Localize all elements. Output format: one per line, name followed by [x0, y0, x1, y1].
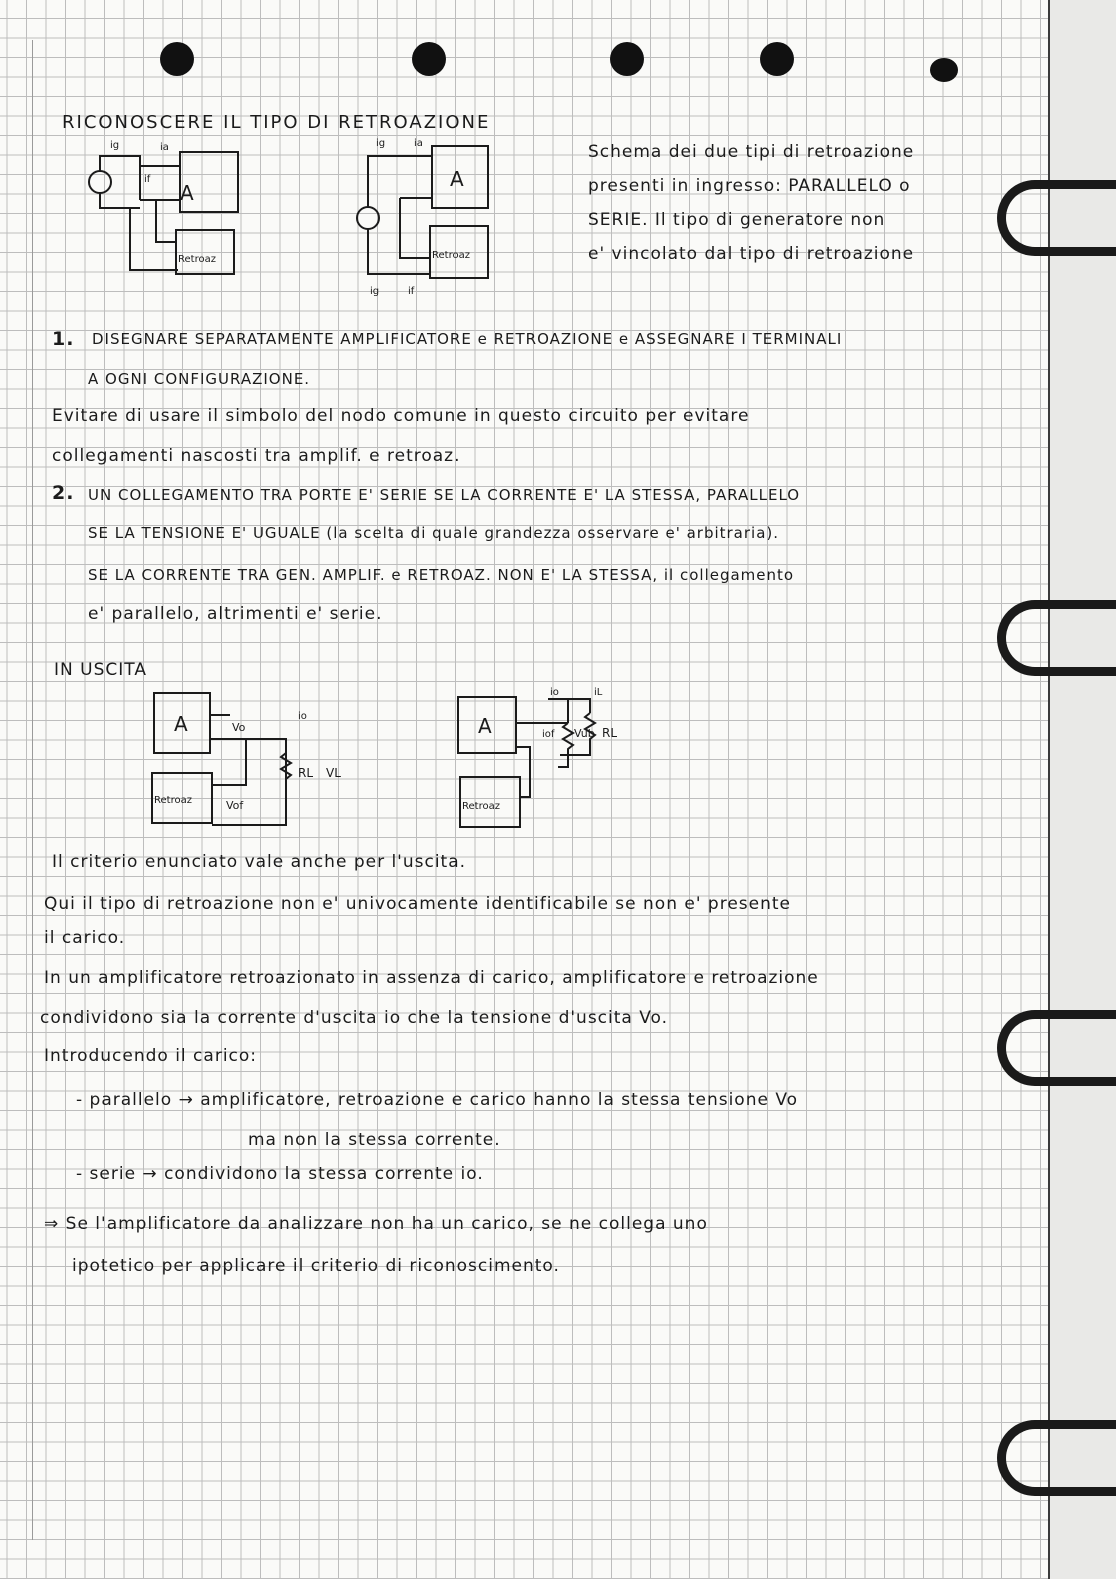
input-feedback-diagrams: [80, 138, 500, 303]
body-line: il carico.: [44, 928, 126, 948]
intro-line: e' vincolato dal tipo di retroazione: [588, 244, 915, 264]
page-title: RICONOSCERE IL TIPO DI RETROAZIONE: [62, 112, 491, 133]
punch-hole: [930, 58, 958, 82]
io-label: io: [298, 711, 307, 722]
ig-label: ig: [376, 138, 386, 149]
intro-line: SERIE. Il tipo di generatore non: [588, 210, 886, 230]
ia-label: ia: [160, 142, 169, 153]
body-line: ma non la stessa corrente.: [248, 1130, 501, 1150]
amp-label: A: [174, 712, 188, 736]
margin-line: [32, 40, 33, 1540]
ig-label: ig: [370, 286, 380, 297]
body-line: - serie → condividono la stessa corrente io.: [76, 1164, 484, 1184]
punch-hole: [760, 42, 794, 76]
vof-label: Vof: [226, 799, 244, 812]
punch-hole: [610, 42, 644, 76]
step-line: e' parallelo, altrimenti e' serie.: [88, 604, 383, 624]
binder-ring: [997, 600, 1116, 676]
body-line: - parallelo → amplificatore, retroazione e carico hanno la stessa tensione Vo: [76, 1090, 799, 1110]
step-number: 1.: [52, 328, 75, 350]
retroaz-label: Retroaz: [178, 254, 216, 265]
ia-label: ia: [414, 138, 423, 149]
step-line: UN COLLEGAMENTO TRA PORTE E' SERIE SE LA CORRENTE E' LA STESSA, PARALLELO: [88, 486, 801, 504]
section-heading: IN USCITA: [54, 660, 147, 680]
retroaz-label: Retroaz: [462, 801, 500, 812]
amp-label: A: [478, 714, 492, 738]
step-line: Evitare di usare il simbolo del nodo comune in questo circuito per evitare: [52, 406, 750, 426]
if-label: if: [408, 286, 415, 297]
retroaz-label: Retroaz: [154, 795, 192, 806]
il-label: iL: [594, 687, 603, 698]
ig-label: ig: [110, 140, 120, 151]
step-line: A OGNI CONFIGURAZIONE.: [88, 370, 311, 388]
iof-label: iof: [542, 729, 555, 740]
intro-line: presenti in ingresso: PARALLELO o: [588, 176, 911, 196]
intro-line: Schema dei due tipi di retroazione: [588, 142, 915, 162]
intro-note: [588, 142, 914, 264]
step-line: collegamenti nascosti tra amplif. e retroaz.: [52, 446, 461, 466]
binder-ring: [997, 180, 1116, 256]
body-line: ⇒ Se l'amplificatore da analizzare non ha un carico, se ne collega uno: [44, 1214, 708, 1234]
step-line: DISEGNARE SEPARATAMENTE AMPLIFICATORE e RETROAZIONE e ASSEGNARE I TERMINALI: [92, 330, 843, 348]
binder-ring: [997, 1420, 1116, 1496]
punch-hole: [412, 42, 446, 76]
step-number: 2.: [52, 482, 75, 504]
vo-label: Vo: [232, 721, 246, 734]
vl-label: VL: [326, 766, 341, 780]
body-line: ipotetico per applicare il criterio di riconoscimento.: [72, 1256, 560, 1276]
amp-label: A: [450, 167, 464, 191]
body-line: Introducendo il carico:: [44, 1046, 258, 1066]
body-line: Il criterio enunciato vale anche per l'uscita.: [52, 852, 467, 872]
vub-label: Vub: [574, 727, 595, 740]
amp-label: A: [180, 181, 194, 205]
output-feedback-diagrams: [150, 685, 670, 835]
body-line: Qui il tipo di retroazione non e' univocamente identificabile se non e' presente: [44, 894, 792, 914]
rl-label: RL: [298, 766, 314, 780]
step-line: SE LA TENSIONE E' UGUALE (la scelta di quale grandezza osservare e' arbitraria).: [88, 524, 780, 542]
body-line: In un amplificatore retroazionato in assenza di carico, amplificatore e retroazione: [44, 968, 819, 988]
step-line: SE LA CORRENTE TRA GEN. AMPLIF. e RETROAZ. NON E' LA STESSA, il collegamento: [88, 566, 795, 584]
body-line: condividono sia la corrente d'uscita io che la tensione d'uscita Vo.: [40, 1008, 669, 1028]
retroaz-label: Retroaz: [432, 250, 470, 261]
rl-label: RL: [602, 726, 618, 740]
if-label: if: [144, 174, 151, 185]
binder-ring: [997, 1010, 1116, 1086]
punch-hole: [160, 42, 194, 76]
io-label: io: [550, 687, 559, 698]
